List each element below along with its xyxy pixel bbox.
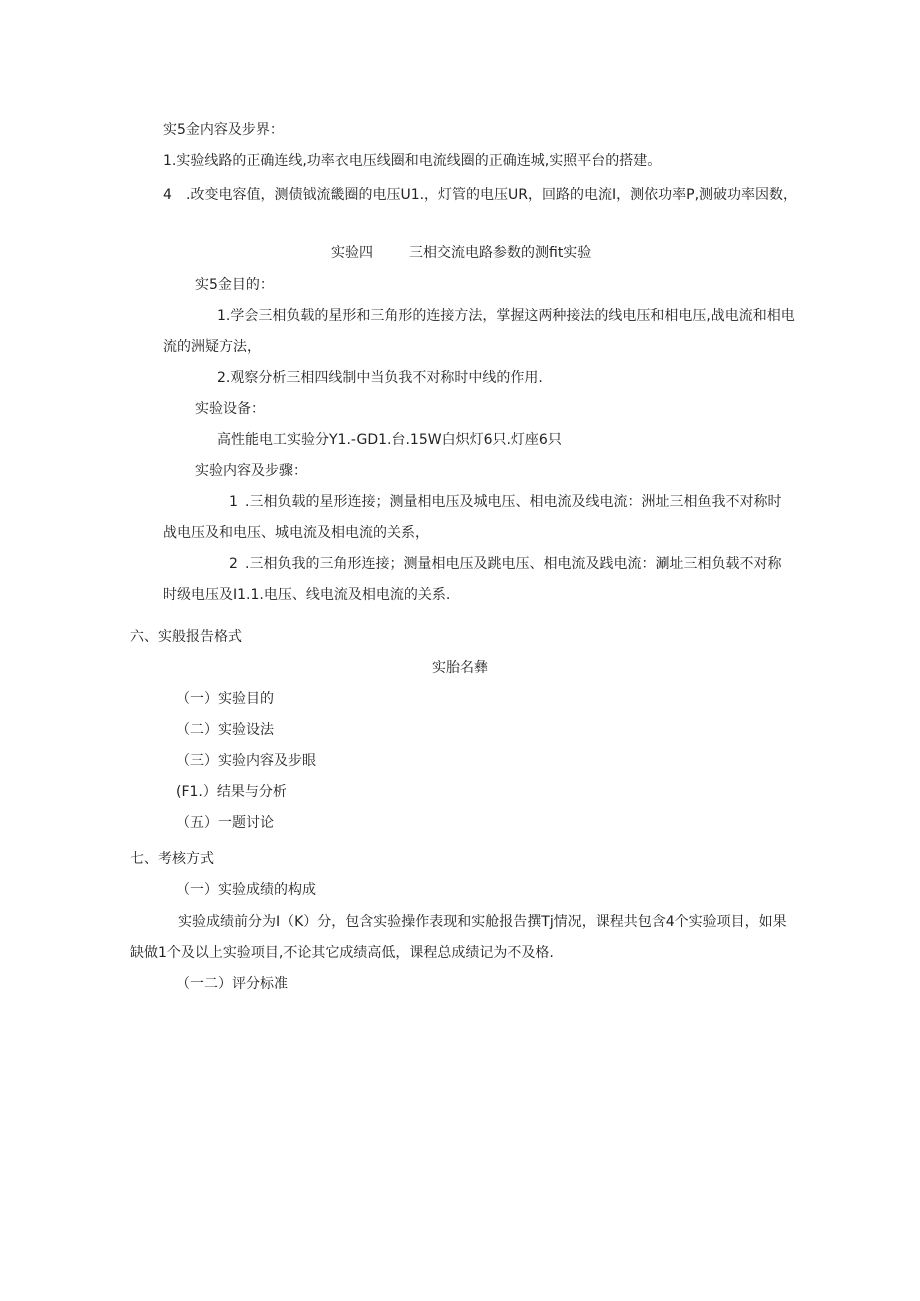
center-title: 实胎名彝: [432, 660, 488, 676]
paragraph-line: 1.学会三相负载的星形和三角形的连接方法，掌握这两种接法的线电压和相电压,战电流和相电: [217, 308, 795, 324]
list-item: （五）一题讨论: [176, 815, 274, 831]
experiment-title-label: 实验四: [331, 245, 373, 261]
section-heading: 实5金内容及步界：: [163, 122, 284, 138]
paragraph-line: 流的洲疑方法，: [163, 339, 261, 355]
paragraph-line: 2.观察分析三相四线制中当负我不对称时中线的作用.: [217, 370, 543, 386]
paragraph-line: 战电压及和电压、城电流及相电流的关系，: [163, 525, 429, 541]
section-heading: 实验设备：: [195, 401, 265, 417]
step-item: .改变电容值，测债钺流畿圈的电压U1.，灯管的电压UR，回路的电流I，测依功率P,测破功率因数，: [186, 187, 798, 203]
section-heading: 七、考核方式: [130, 851, 214, 867]
section-heading: 实验内容及步骤：: [195, 463, 307, 479]
experiment-title: 三相交流电路参数的测fit实验: [409, 245, 592, 261]
paragraph-line: .三相负我的三角形连接；测量相电压及跳电压、相电流及践电流：涮址三相负载不对称: [245, 556, 782, 572]
list-item: （二）实验设法: [176, 722, 274, 738]
step-number: 2: [229, 556, 238, 572]
step-number: 1: [229, 494, 238, 510]
paragraph-line: .三相负载的星形连接；测量相电压及城电压、相电流及线电流：洲址三相鱼我不对称时: [245, 494, 782, 510]
section-heading: 实5金目的：: [195, 277, 274, 293]
paragraph-line: 缺做1个及以上实验项目,不论其它成绩高低，课程总成绩记为不及格.: [130, 945, 554, 961]
section-heading: 六、实般报告格式: [130, 629, 242, 645]
list-item: (F1.）结果与分析: [176, 784, 287, 800]
paragraph-line: 时级电压及I1.1.电压、线电流及相电流的关系.: [163, 587, 451, 603]
subsection-heading: （一）实验成绩的构成: [176, 882, 316, 898]
paragraph-line: 高性能电工实验分Y1.-GD1.台.15W白炽灯6只.灯座6只: [217, 432, 562, 448]
list-item: （三）实验内容及步眼: [176, 753, 316, 769]
list-item: （一）实验目的: [176, 691, 274, 707]
subsection-heading: （一二）评分标准: [176, 976, 288, 992]
step-number: 4: [163, 187, 172, 203]
step-item: 1.实验线路的正确连线,功率衣电压线圈和电流线圈的正确连城,实照平台的搭建。: [163, 153, 662, 169]
paragraph-line: 实验成绩前分为I（K）分，包含实验操作表现和实舱报告撰Tj情况，课程共包含4个实验项目，如果: [178, 914, 787, 930]
